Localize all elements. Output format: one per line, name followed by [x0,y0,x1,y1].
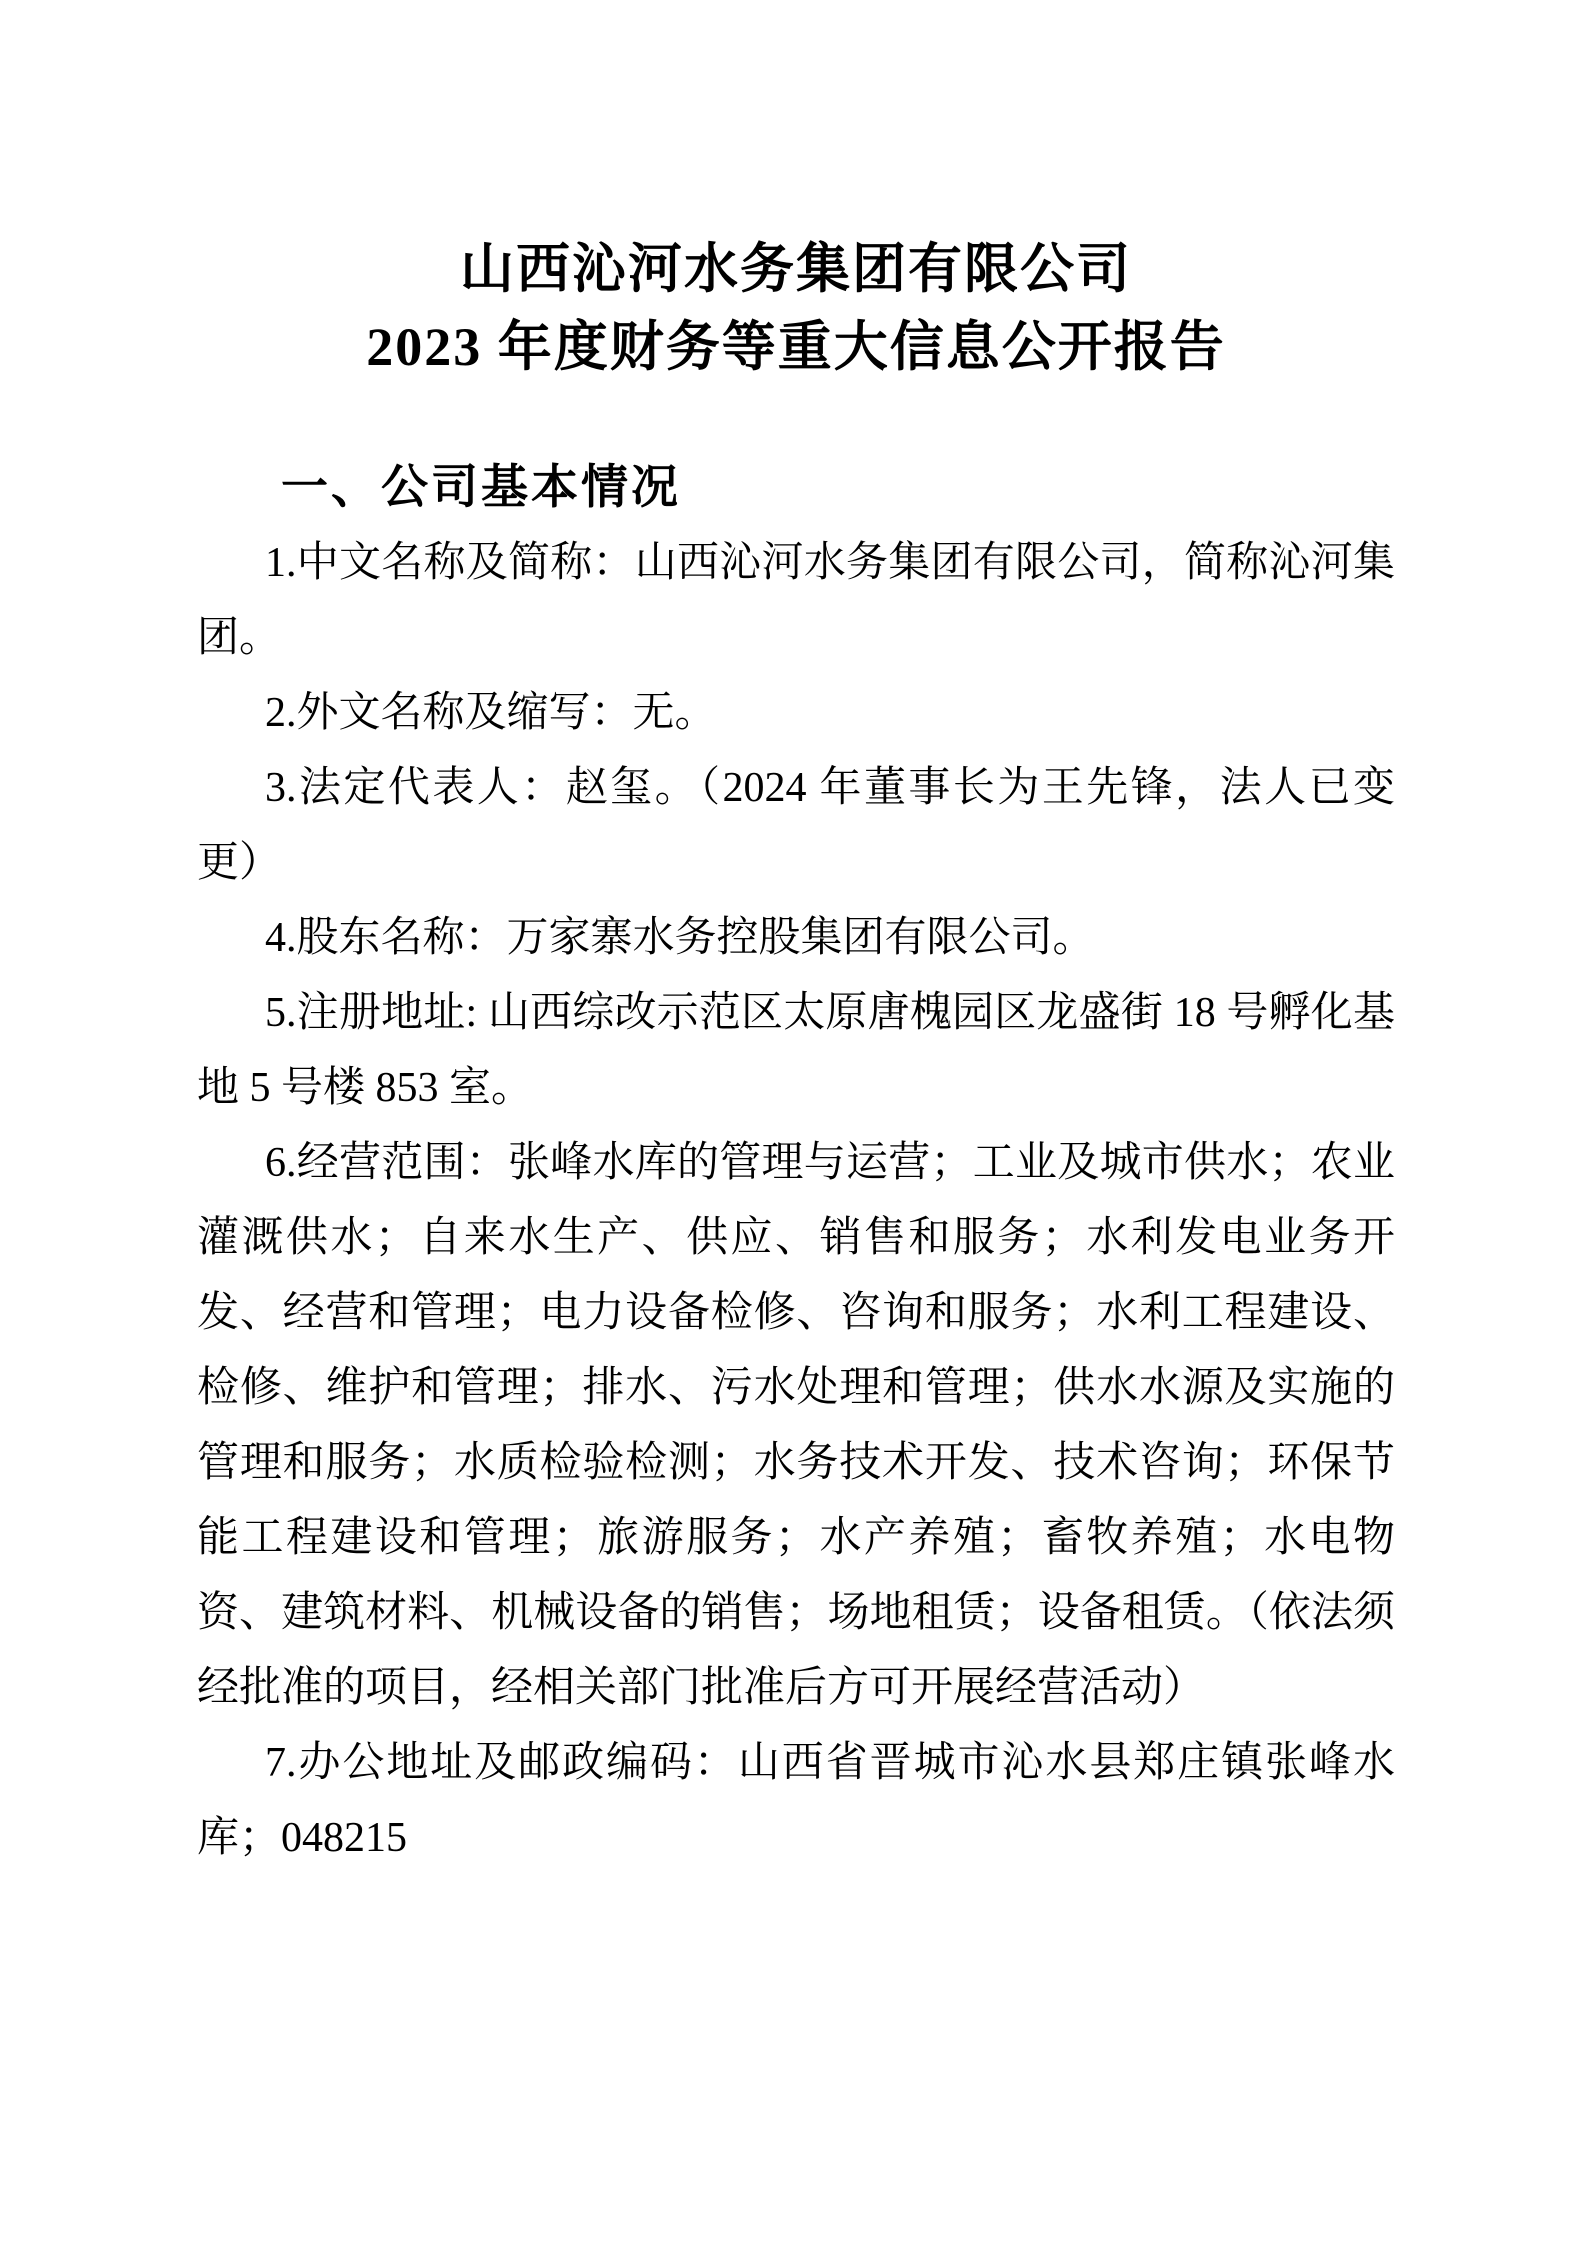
paragraph-registered-address: 5.注册地址: 山西综改示范区太原唐槐园区龙盛街 18 号孵化基地 5 号楼 853 室。 [197,990,1395,1111]
paragraph-legal-representative: 3.法定代表人：赵玺。（2024 年董事长为王先锋，法人已变更） [197,765,1395,886]
paragraph-foreign-name: 2.外文名称及缩写：无。 [265,690,717,736]
document-title [197,230,1395,386]
section-heading-company-basic-info: 一、公司基本情况 [281,460,681,513]
paragraph-business-scope: 6.经营范围：张峰水库的管理与运营；工业及城市供水；农业灌溉供水；自来水生产、供应、销售和服务；水利发电业务开发、经营和管理；电力设备检修、咨询和服务；水利工程建设、检修、维护和管理；排水、污水处理和管理；供水水源及实施的管理和服务；水质检验检测；水务技术开发、技术咨询；环保节能工程建设和管理；旅游服务；水产养殖；畜牧养殖；水电物资、建筑材料、机械设备的销售；场地租赁；设备租赁。（依法须经批准的项目，经相关部门批准后方可开展经营活动） [197,1140,1395,1711]
paragraph-chinese-name: 1.中文名称及简称：山西沁河水务集团有限公司，简称沁河集团。 [197,540,1395,661]
document-title-line-2: 2023 年度财务等重大信息公开报告 [366,317,1226,377]
document-title-line-1: 山西沁河水务集团有限公司 [460,239,1132,299]
paragraph-shareholder-name: 4.股东名称：万家寨水务控股集团有限公司。 [265,915,1095,961]
paragraph-office-address-postcode: 7.办公地址及邮政编码：山西省晋城市沁水县郑庄镇张峰水库；048215 [197,1740,1395,1861]
